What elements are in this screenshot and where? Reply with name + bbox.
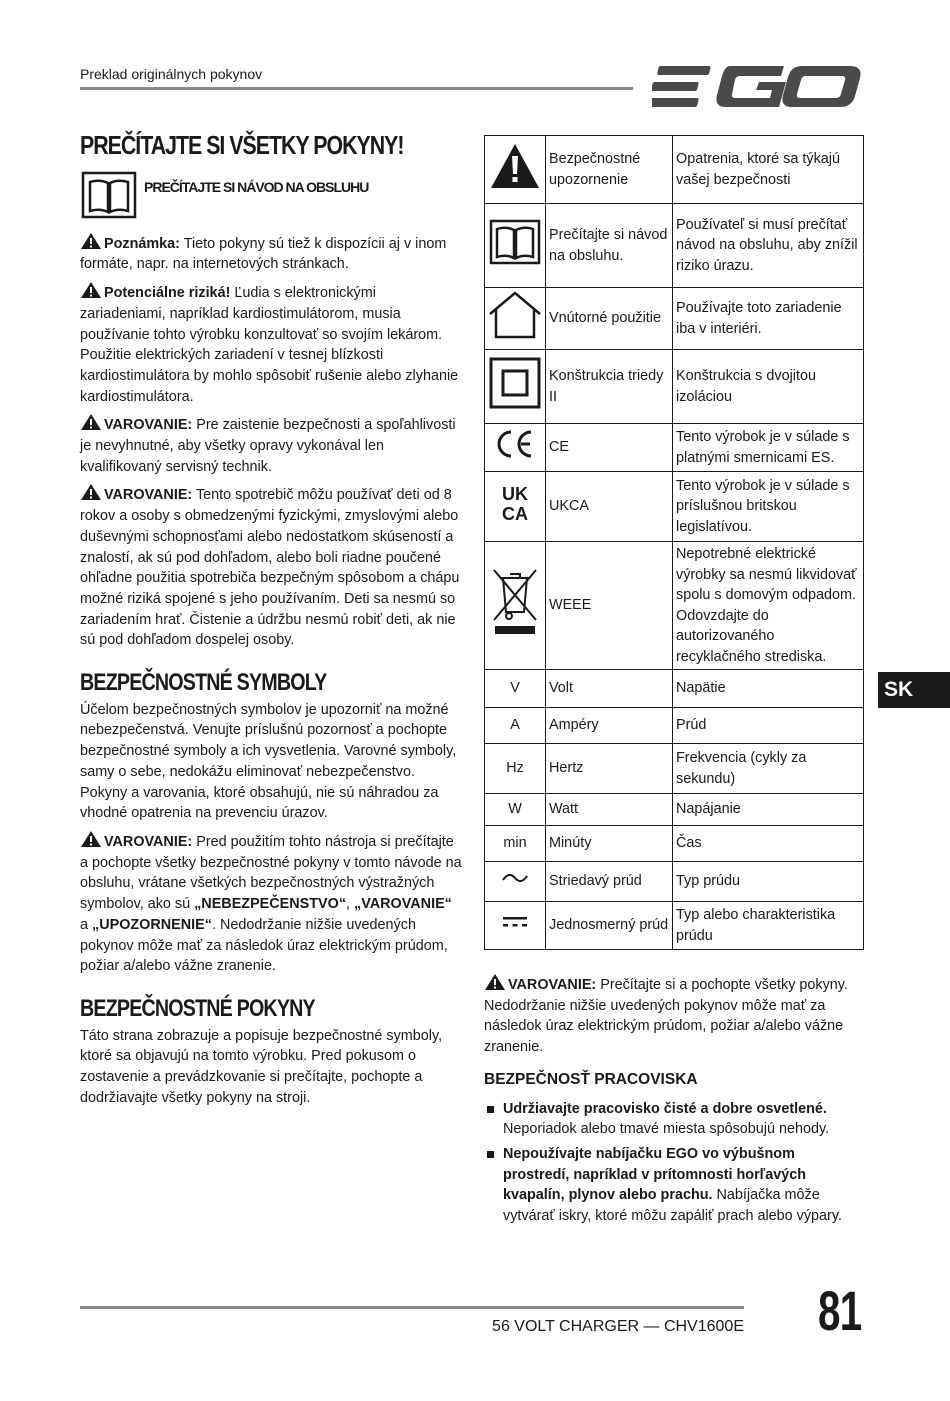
warning-children-paragraph: [80, 483, 462, 651]
symbol-meaning: Typ prúdu: [673, 862, 864, 902]
warning-label: VAROVANIE:: [508, 977, 597, 993]
table-row: [485, 472, 864, 542]
left-column: [80, 130, 462, 1114]
symbol-cell: Hz: [485, 744, 546, 794]
warning-text: ,: [346, 896, 355, 913]
warning-text: Tento spotrebič môžu používať deti od 8 rokov a osoby s obmedzenými fyzickými, zmyslovými alebo duševnými schopnosťami alebo nedostatkom skúseností a znalostí, ak sú pod dohľadom, alebo boli riadne poučené ohľadne použitia spotrebiča bezpečným spôsobom a chápu možné riziká spojené s jeho používaním. Deti sa nesmú so zariadením hrať. Čistenie a údržbu nesmú robiť deti, ak nie sú pod dohľadom dospelej osoby.: [80, 487, 460, 649]
header-title: Preklad originálnych pokynov: [80, 66, 263, 82]
table-row: [485, 288, 864, 350]
double-square-icon: [485, 350, 546, 424]
heading-safety-symbols: BEZPEČNOSTNÉ SYMBOLY: [80, 669, 327, 697]
risk-paragraph: [80, 281, 462, 407]
bullet-text: Nabíjačka môže vytvárať iskry, ktoré môžu zapáliť prach alebo výpary.: [503, 1187, 842, 1225]
symbol-meaning: Tento výrobok je v súlade s platnými smernicami ES.: [673, 424, 864, 472]
table-row: [485, 744, 864, 794]
warning-triangle-icon: [80, 232, 102, 250]
symbol-name: Hertz: [546, 744, 673, 794]
list-item: [484, 1099, 864, 1140]
warning-term: „VAROVANIE“: [354, 896, 452, 913]
warning-repairs-paragraph: [80, 413, 462, 477]
note-label: Poznámka:: [104, 235, 180, 252]
manual-book-icon: [485, 204, 546, 288]
symbol-name: Konštrukcia triedy II: [546, 350, 673, 424]
warning-triangle-icon: [80, 281, 102, 299]
symbol-meaning: Tento výrobok je v súlade s príslušnou britskou legislatívou.: [673, 472, 864, 542]
symbol-name: CE: [546, 424, 673, 472]
header-rule: [80, 87, 633, 90]
warning-text: Prečítajte si a pochopte všetky pokyny. Nedodržanie nižšie uvedených pokynov môže mať za následok úraz elektrickým prúdom, požiar a/alebo vážne zranenie.: [484, 977, 848, 1056]
symbol-name: Bezpečnostné upozornenie: [546, 136, 673, 204]
footer-product: 56 VOLT CHARGER — CHV1600E: [492, 1318, 744, 1335]
warning-label: VAROVANIE:: [104, 417, 193, 434]
svg-text:UK: UK: [502, 484, 528, 505]
symbol-meaning: Frekvencia (cykly za sekundu): [673, 744, 864, 794]
symbol-meaning: Napätie: [673, 670, 864, 708]
symbol-cell: V: [485, 670, 546, 708]
table-row: [485, 826, 864, 862]
symbol-name: Jednosmerný prúd: [546, 902, 673, 950]
symbols-intro-paragraph: Účelom bezpečnostných symbolov je upozorniť na možné nebezpečenstvá. Venujte príslušnú pozornosť a pochopte bezpečnostné symboly a ich vysvetlenia. Varovné symboly, samy o sebe, nedokážu eliminovať nebezpečenstvo. Pokyny a varovania, ktoré obsahujú, nie sú náhradou za vhodné opatrenia na prevenciu úrazov.: [80, 701, 457, 822]
symbol-name: UKCA: [546, 472, 673, 542]
table-row: [485, 424, 864, 472]
symbol-meaning: Typ alebo charakteristika prúdu: [673, 902, 864, 950]
weee-bin-icon: [485, 542, 546, 670]
symbol-name: Volt: [546, 670, 673, 708]
svg-text:CA: CA: [502, 504, 528, 524]
symbol-meaning: Konštrukcia s dvojitou izoláciou: [673, 350, 864, 424]
instructions-paragraph: Táto strana zobrazuje a popisuje bezpečnostné symboly, ktoré sa objavujú na tomto výrobku. Pred pokusom o zostavenie a prevádzkovanie si prečítajte, pochopte a dodržiavajte všetky pokyny na stroji.: [80, 1027, 443, 1106]
heading-safety-instructions: BEZPEČNOSTNÉ POKYNY: [80, 994, 315, 1022]
risk-text: Ľudia s elektronickými zariadeniami, napríklad kardiostimulátorom, musia používanie tohto výrobku konzultovať so svojím lekárom. Použitie elektrických zariadení v tesnej blízkosti kardiostimulátora by mohlo spôsobiť rušenie alebo zlyhanie kardiostimulátora.: [80, 285, 459, 405]
symbol-name: Ampéry: [546, 708, 673, 744]
safety-symbols-table: [484, 135, 864, 950]
warning-read-paragraph: [80, 830, 462, 977]
symbol-meaning: Prúd: [673, 708, 864, 744]
bullet-bold: Nepoužívajte nabíjačku EGO vo výbušnom prostredí, napríklad v prítomnosti horľavých kvapalín, plynov alebo prachu.: [503, 1145, 807, 1204]
symbol-cell: W: [485, 794, 546, 826]
symbol-name: WEEE: [546, 542, 673, 670]
bullet-text: Neporiadok alebo tmavé miesta spôsobujú nehody.: [503, 1121, 830, 1138]
warning-triangle-icon: [80, 483, 102, 501]
symbol-meaning: Nepotrebné elektrické výrobky sa nesmú likvidovať spolu s domovým odpadom. Odovzdajte do autorizovaného recyklačného strediska.: [673, 542, 864, 670]
warning-label: VAROVANIE:: [104, 487, 193, 504]
ego-logo: [652, 62, 864, 112]
table-row: [485, 708, 864, 744]
list-item: [484, 1144, 864, 1227]
manual-book-icon: [80, 170, 138, 220]
table-row: [485, 902, 864, 950]
table-row: [485, 204, 864, 288]
warning-triangle-icon: [485, 136, 546, 204]
ac-wave-icon: [485, 862, 546, 902]
symbol-meaning: Používajte toto zariadenie iba v interiéri.: [673, 288, 864, 350]
symbol-name: Minúty: [546, 826, 673, 862]
symbol-name: Striedavý prúd: [546, 862, 673, 902]
warning-text: a: [80, 916, 93, 933]
danger-term: „NEBEZPEČENSTVO“: [194, 896, 347, 913]
dc-current-icon: [485, 902, 546, 950]
page-number: 81: [818, 1279, 862, 1342]
footer-rule: [80, 1306, 744, 1309]
table-row: [485, 670, 864, 708]
warning-text: Pre zaistenie bezpečnosti a spoľahlivosti je nevyhnutné, aby všetky opravy vykonával len kvalifikovaný servisný technik.: [80, 417, 456, 475]
symbol-meaning: Čas: [673, 826, 864, 862]
work-area-list: [484, 1099, 864, 1227]
table-row: [485, 136, 864, 204]
table-row: [485, 862, 864, 902]
table-row: [485, 542, 864, 670]
symbol-name: Watt: [546, 794, 673, 826]
caution-term: „UPOZORNENIE“: [92, 916, 212, 933]
symbol-cell: A: [485, 708, 546, 744]
warning-text: . Nedodržanie nižšie uvedených pokynov môže mať za následok úraz elektrickým prúdom, požiar a/alebo vážne zranenie.: [80, 916, 448, 975]
symbol-meaning: Používateľ si musí prečítať návod na obsluhu, aby znížil riziko úrazu.: [673, 204, 864, 288]
table-row: [485, 794, 864, 826]
warning-text: Pred použitím tohto nástroja si prečítajte a pochopte všetky bezpečnostné pokyny v tomto návode na obsluhu, vrátane všetkých bezpečnostných výstražných symbolov, ako sú: [80, 833, 462, 913]
warning-triangle-icon: [484, 973, 506, 991]
ukca-mark-icon: [485, 472, 546, 542]
bullet-bold: Udržiavajte pracovisko čisté a dobre osvetlené.: [503, 1100, 827, 1117]
read-manual-label: PREČÍTAJTE SI NÁVOD NA OBSLUHU: [144, 179, 369, 196]
risk-label: Potenciálne riziká!: [104, 285, 231, 302]
symbol-name: Vnútorné použitie: [546, 288, 673, 350]
right-column: [484, 973, 864, 1231]
symbol-name: Prečítajte si návod na obsluhu.: [546, 204, 673, 288]
heading-work-area-safety: BEZPEČNOSŤ PRACOVISKA: [484, 1070, 698, 1088]
warning-general-paragraph: [484, 973, 864, 1058]
warning-triangle-icon: [80, 830, 102, 848]
ce-mark-icon: [485, 424, 546, 472]
read-manual-row: [80, 170, 462, 220]
warning-label: VAROVANIE:: [104, 833, 193, 850]
warning-triangle-icon: [80, 413, 102, 431]
symbol-cell: min: [485, 826, 546, 862]
symbol-meaning: Napájanie: [673, 794, 864, 826]
heading-read-all: PREČÍTAJTE SI VŠETKY POKYNY!: [80, 130, 404, 160]
symbol-meaning: Opatrenia, ktoré sa týkajú vašej bezpečnosti: [673, 136, 864, 204]
note-text: Tieto pokyny sú tiež k dispozícii aj v inom formáte, napr. na internetových stránkach.: [80, 235, 447, 273]
language-tab: SK: [878, 672, 950, 708]
table-row: [485, 350, 864, 424]
note-paragraph: [80, 232, 462, 275]
house-icon: [485, 288, 546, 350]
